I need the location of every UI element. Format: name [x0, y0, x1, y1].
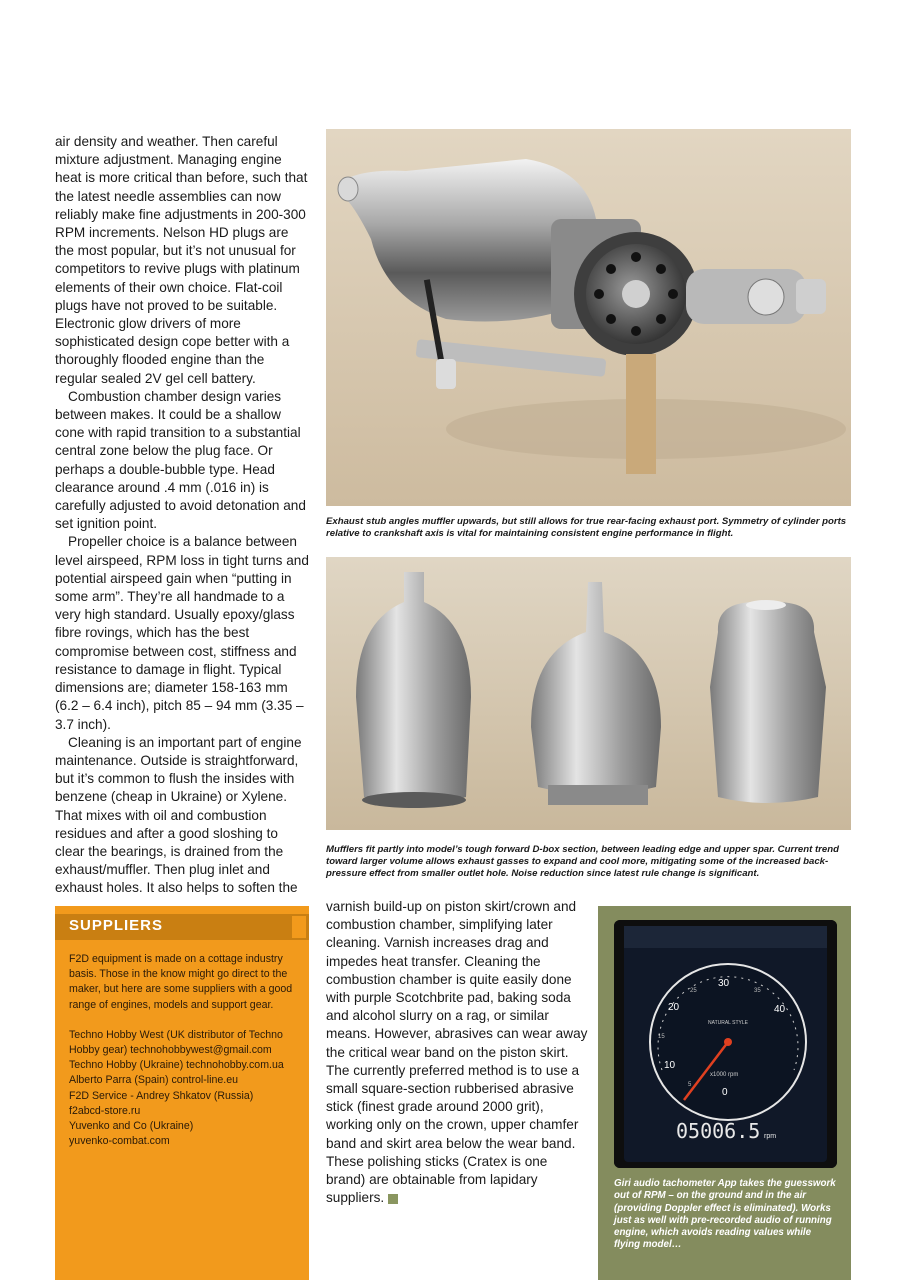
- tachometer-box: [598, 906, 851, 1280]
- engine-photo: [326, 129, 851, 506]
- dial-label-30: 30: [718, 978, 730, 989]
- paragraph-cleaning-continued: varnish build-up on piston skirt/crown and combustion chamber, simplifying later cleaning. Varnish increases drag and impedes heat transfer. Cleaning the combustion chamber is quite easily done with purple Scotchbrite pad, baking soda and alcohol slurry on a rag, or similar means. However, abrasives can wear away the critical wear band on the piston skirt. The currently preferred method is to use a small square-section rubberised abrasive stick (finest grade around 2000 grit), working only on the crown, upper chamfer band and skirt area below the wear band. These polishing sticks (Cratex is one brand) are obtainable from lapidary suppliers.: [326, 899, 588, 1206]
- dial-label-10: 10: [664, 1060, 676, 1071]
- supplier-line: f2abcd-store.ru: [69, 1104, 141, 1117]
- supplier-line: Techno Hobby West (UK distributor of Techno: [69, 1028, 283, 1041]
- supplier-line: Techno Hobby (Ukraine) technohobby.com.ua: [69, 1059, 284, 1072]
- article-continued-column: [326, 898, 588, 1207]
- supplier-line: yuvenko-combat.com: [69, 1135, 170, 1148]
- article-left-column: [55, 133, 309, 898]
- paragraph-mixture: air density and weather. Then careful mixture adjustment. Managing engine heat is more critical than before, such that the latest needle assemblies can now reliably make fine adjustments in 200-300 RPM increments. Nelson HD plugs are the most popular, but it’s not unusual for competitors to revive plugs with platinum elements of their own choice. Flat-coil plugs have not proved to be suitable. Electronic glow drivers of more sophisticated design cope better with a thoroughly flooded engine than the regular sealed 2V gel cell battery.: [55, 134, 308, 386]
- suppliers-box: [55, 906, 309, 1280]
- dial-label-25: 25: [690, 988, 697, 994]
- tachometer-phone-screenshot: [614, 920, 837, 1168]
- mufflers-photo-caption: Mufflers fit partly into model’s tough forward D-box section, between leading edge and upper spar. Current trend toward larger volume allows exhaust gasses to expand and cool more, mitigating some of the increased back-pressure effect from smaller outlet hole. Noise reduction since latest rule change is significant.: [326, 844, 839, 880]
- tachometer-caption: Giri audio tachometer App takes the guesswork out of RPM – on the ground and in the air (providing Doppler effect is eliminated). Works just as well with pre-recorded audio of running engine, which avoids reading values while flying model…: [614, 1178, 836, 1251]
- dial-label-35: 35: [754, 988, 761, 994]
- dial-label-0: 0: [722, 1087, 728, 1098]
- dial-brand: NATURAL STYLE: [708, 1020, 749, 1026]
- supplier-line: F2D Service - Andrey Shkatov (Russia): [69, 1089, 254, 1102]
- dial-label-20: 20: [668, 1002, 680, 1013]
- dial-label-15: 15: [658, 1034, 665, 1040]
- paragraph-combustion-chamber: Combustion chamber design varies between makes. It could be a shallow cone with rapid transition to a substantial central zone below the plug face. Or perhaps a double-bubble type. Head clearance around .4 mm (.016 in) is carefully adjusted to avoid detonation and set ignition point.: [55, 388, 306, 532]
- rpm-readout: 05006.5: [676, 1119, 761, 1143]
- dial-label-5: 5: [688, 1082, 692, 1088]
- dial-unit: x1000 rpm: [710, 1072, 739, 1078]
- suppliers-body: [69, 952, 297, 1149]
- mufflers-photo: [326, 557, 851, 830]
- supplier-line: Hobby gear) technohobbywest@gmail.com: [69, 1044, 272, 1057]
- suppliers-header: [55, 914, 309, 940]
- end-of-article-mark: [388, 1194, 398, 1204]
- rpm-unit: rpm: [764, 1133, 777, 1140]
- suppliers-title: SUPPLIERS: [69, 917, 164, 934]
- suppliers-intro: F2D equipment is made on a cottage industry basis. Those in the know might go direct to the maker, but here are some suppliers with a good range of engines, models and support gear.: [69, 953, 293, 1011]
- header-accent-bar: [292, 916, 306, 938]
- engine-photo-caption: Exhaust stub angles muffler upwards, but still allows for true rear-facing exhaust port. Symmetry of cylinder ports relative to crankshaft axis is vital for maintaining consistent engine performance in flight.: [326, 516, 847, 540]
- dial-label-40: 40: [774, 1004, 786, 1015]
- supplier-line: Yuvenko and Co (Ukraine): [69, 1120, 194, 1133]
- paragraph-cleaning: Cleaning is an important part of engine maintenance. Outside is straightforward, but it’s common to flush the insides with benzene (cheap in Ukraine) or Xylene. That mixes with oil and combustion residues and after a good sloshing to clear the bearings, is drained from the exhaust/muffler. Then plug inlet and exhaust holes. It also helps to soften the: [55, 734, 302, 896]
- paragraph-propeller: Propeller choice is a balance between level airspeed, RPM loss in tight turns and potential airspeed gain when “putting in some arm”. They’re all handmade to a very high standard. Usually epoxy/glass fibre rovings, which has the best compromise between cost, stiffness and resistance to damage in flight. Typical dimensions are; diameter 158-163 mm (6.2 – 6.4 inch), pitch 85 – 94 mm (3.35 – 3.7 inch).: [55, 534, 309, 732]
- supplier-line: Alberto Parra (Spain) control-line.eu: [69, 1074, 238, 1087]
